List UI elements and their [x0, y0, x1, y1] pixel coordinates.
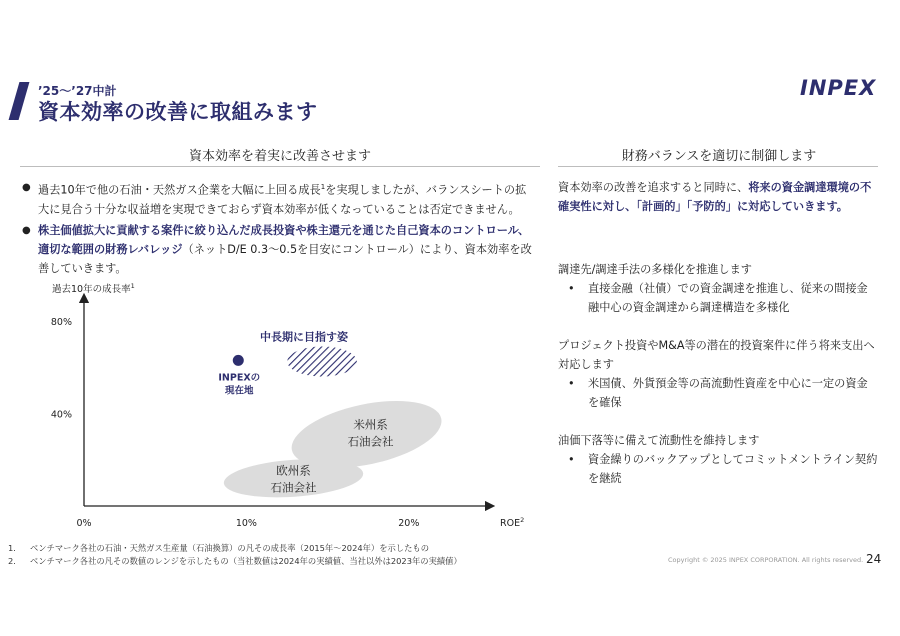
- target-region-ellipse: [287, 347, 357, 377]
- bullet-capital-text: [38, 221, 532, 278]
- left-bullets: [22, 178, 532, 278]
- footnote-text: ベンチマーク各社の凡その数値のレンジを示したもの（当社数値は2024年の実績値、当社以外は2023年の実績値）: [30, 556, 462, 566]
- title-accent-bar: [9, 82, 30, 120]
- inpex-point-label: 現在地: [225, 385, 254, 397]
- peer-region-label: 欧州系: [276, 463, 311, 478]
- region-1: [260, 330, 357, 377]
- right-item-title: 油価下落等に備えて流動性を維持します: [558, 434, 760, 447]
- x-tick-label: 10%: [235, 518, 257, 529]
- inpex-point-label: INPEXの: [218, 372, 261, 384]
- right-intro-emphasis: 将来の資金調達環境の不確実性に対し、「計画的」「予防的」に対応していきます: [558, 181, 872, 213]
- footnotes: [8, 542, 648, 568]
- right-intro: [558, 178, 878, 216]
- peer-region-label: 石油会社: [270, 480, 317, 495]
- y-tick-label: 80%: [50, 317, 72, 329]
- inpex-current-point: [233, 355, 244, 366]
- bullet-capital-efficiency: [22, 221, 532, 278]
- bullet-dot-icon: ●: [22, 182, 31, 193]
- x-tick-label: 0%: [76, 518, 92, 529]
- bullet-capital-emphasis: 株主価値拡大に貢献する案件に絞り込んだ成長投資や株主還元を通じた自己資本のコントロール、適切な範囲の財務レバレッジ: [38, 223, 530, 256]
- bullet-growth-text: [38, 178, 532, 219]
- footnote-number: 1.: [8, 543, 16, 553]
- peer-region-label: 石油会社: [347, 434, 394, 449]
- page-number: 24: [866, 552, 882, 566]
- plan-period-label: ’25～’27中計: [38, 84, 117, 98]
- x-tick-label: 20%: [398, 518, 420, 529]
- right-item-1: [558, 260, 878, 317]
- right-item-bullet-text: 米国債、外貨預金等の高流動性資産を中心に一定の資金を確保: [588, 377, 868, 409]
- bullet-dot-icon: ●: [22, 224, 31, 236]
- left-heading: 資本効率を着実に改善させます: [188, 149, 371, 164]
- bullet-dot-icon: •: [568, 453, 575, 466]
- y-axis-label: 過去10年の成長率$^1$: [52, 282, 135, 295]
- footnote-text: ベンチマーク各社の石油・天然ガス生産量（石油換算）の凡その成長率（2015年～2024年）を示したもの: [30, 543, 429, 553]
- bullet-growth-part1: 過去10年で他の石油・天然ガス企業を大幅に上回る成長: [38, 183, 321, 197]
- right-intro-end: 。: [836, 200, 848, 213]
- bullet-dot-icon: •: [568, 377, 575, 390]
- footnote-ref-1: 1: [320, 183, 326, 191]
- footnote-number: 2.: [8, 556, 16, 566]
- peer-region-label: 米州系: [353, 417, 388, 432]
- right-intro-plain: 資本効率の改善を追求すると同時に、: [558, 181, 749, 194]
- right-item-bullet: [558, 450, 878, 488]
- right-item-title: プロジェクト投資やM&A等の潜在的投資案件に伴う将来支出へ対応します: [558, 339, 875, 371]
- bullet-growth-part2: を実現しましたが、バランスシートの拡大に見合う十分な収益増を実現できておらず資本効率が低くなっていることは否定できません。: [38, 183, 527, 216]
- right-item-bullet: [558, 374, 878, 412]
- right-item-bullet-text: 資金繰りのバックアップとしてコミットメントライン契約を継続: [588, 453, 878, 485]
- growth-vs-roe-chart: [20, 280, 540, 532]
- right-item-title: 調達先/調達手法の多様化を推進します: [558, 263, 752, 276]
- left-heading-divider: [20, 166, 540, 167]
- company-logo: INPEX: [800, 76, 877, 100]
- right-heading: 財務バランスを適切に制御します: [621, 149, 817, 164]
- right-item-bullet-text: 直接金融（社債）での資金調達を推進し、従来の間接金融中心の資金調達から調達構造を多様化: [588, 282, 868, 314]
- bullet-capital-rest: （ネットD/E 0.3～0.5を目安にコントロール）により、資本効率を改善していきます。: [38, 242, 532, 275]
- right-item-3: [558, 431, 878, 488]
- y-tick-label: 40%: [50, 409, 72, 421]
- bullet-dot-icon: •: [568, 282, 575, 295]
- right-item-bullet: [558, 279, 878, 317]
- right-heading-divider: [558, 166, 878, 167]
- footnote-2: [8, 555, 648, 568]
- copyright-notice: Copyright © 2025 INPEX CORPORATION. All rights reserved.: [668, 556, 864, 564]
- x-axis-label: ROE$^2$: [500, 516, 525, 529]
- right-item-2: [558, 336, 878, 412]
- page-title: 資本効率の改善に取組みます: [38, 100, 318, 124]
- target-region-label: 中長期に目指す姿: [260, 330, 349, 344]
- bullet-growth: [22, 178, 532, 219]
- footnote-1: [8, 542, 648, 555]
